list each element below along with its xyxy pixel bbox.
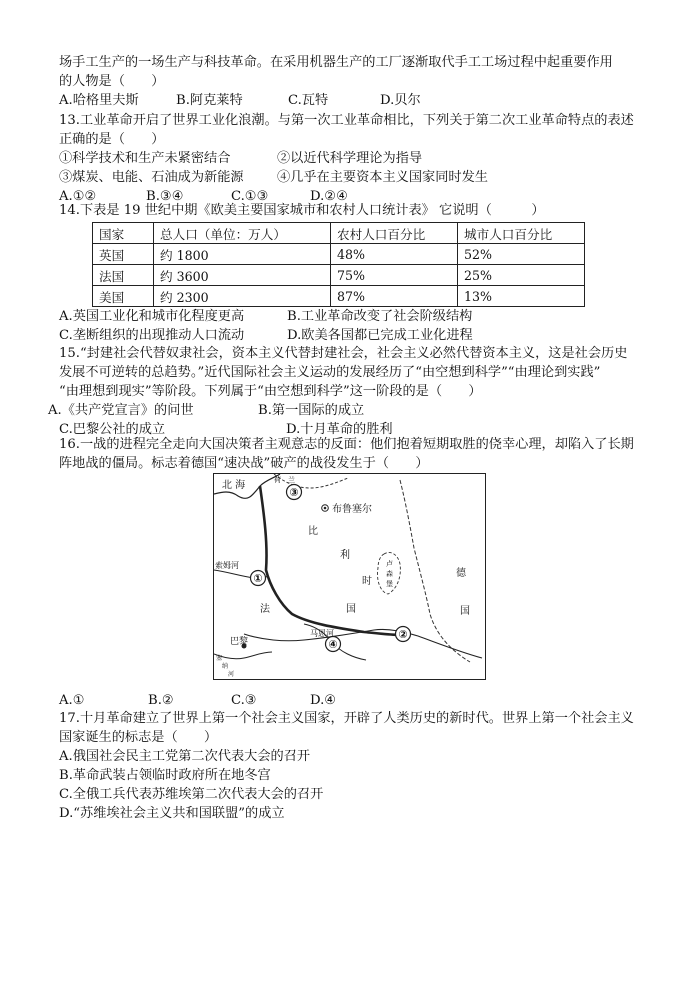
table-cell: 约 3600 (154, 265, 331, 286)
q13-item-4: ④几乎在主要资本主义国家同时发生 (277, 170, 488, 185)
q16-option-a[interactable]: A.① (59, 693, 85, 708)
q13-option-c[interactable]: C.①③ (231, 189, 269, 204)
q15-stem-line1: 15.“封建社会代替奴隶社会，资本主义代替封建社会，社会主义必然代替资本主义，这是社会历史 (59, 346, 628, 361)
q15-option-b[interactable]: B.第一国际的成立 (258, 403, 365, 418)
q16-stem-line2: 阵地战的僵局。标志着德国“速决战”破产的战役发生于（ ） (59, 456, 429, 471)
brussels-label: 布鲁塞尔 (332, 504, 372, 515)
table-cell: 25% (458, 265, 585, 286)
belgium-label-3: 时 (362, 576, 372, 587)
belgium-label-2: 利 (340, 550, 350, 561)
q17-option-d[interactable]: D.“苏维埃社会主义共和国联盟”的成立 (59, 806, 285, 821)
q15-stem-line3: “由理想到现实”等阶段。下列属于“由空想到科学”这一阶段的是（ ） (59, 384, 482, 399)
marker-2-label: ② (398, 628, 408, 641)
q14-stem: 14.下表是 19 世纪中期《欧美主要国家城市和农村人口统计表》 它说明（ ） (59, 203, 545, 218)
luxembourg-label-2: 森 (386, 570, 393, 578)
q12-option-b[interactable]: B.阿克莱特 (176, 93, 243, 108)
q16-option-b[interactable]: B.② (148, 693, 174, 708)
marker-1-label: ① (253, 572, 263, 585)
germany-label-2: 国 (460, 606, 470, 617)
seine-label-2: 纳 (222, 663, 229, 670)
table-header: 国家 (93, 223, 154, 244)
table-cell: 美国 (93, 286, 154, 307)
table-cell: 法国 (93, 265, 154, 286)
table-row (93, 286, 585, 307)
luxembourg-label-1: 卢 (386, 560, 393, 568)
q12-option-d[interactable]: D.贝尔 (380, 93, 421, 108)
q14-option-d[interactable]: D.欧美各国都已完成工业化进程 (287, 328, 473, 343)
table-cell: 48% (331, 244, 458, 265)
table-cell: 约 2300 (154, 286, 331, 307)
q12-option-a[interactable]: A.哈格里夫斯 (59, 93, 139, 108)
france-label-2: 国 (346, 604, 356, 615)
table-cell: 87% (331, 286, 458, 307)
q13-option-b[interactable]: B.③④ (146, 189, 184, 204)
table-cell: 13% (458, 286, 585, 307)
q13-stem-line1: 13.工业革命开启了世界工业化浪潮。与第一次工业革命相比，下列关于第二次工业革命特点的表述 (59, 113, 634, 128)
q15-stem-line2: 发展不可逆转的总趋势。”近代国际社会主义运动的发展经历了“由空想到科学”“由理论到实践” (59, 365, 601, 380)
map-drawing (214, 474, 484, 678)
seine-river (214, 652, 272, 659)
population-table (92, 222, 585, 307)
q17-stem-line1: 17.十月革命建立了世界上第一个社会主义国家，开辟了人类历史的新时代。世界上第一个社会主义 (59, 711, 634, 726)
q13-item-3: ③煤炭、电能、石油成为新能源 (59, 170, 244, 185)
q16-stem-line1: 16.一战的进程完全走向大国决策者主观意志的反面：他们抱着短期取胜的侥幸心理，却陷入了长期 (59, 437, 634, 452)
q13-stem-line2: 正确的是（ ） (59, 132, 165, 147)
q16-option-c[interactable]: C.③ (231, 693, 257, 708)
marne-river (244, 629, 482, 658)
q12-stem-line2: 的人物是（ ） (59, 74, 165, 89)
q14-option-b[interactable]: B.工业革命改变了社会阶级结构 (287, 309, 473, 324)
table-row (93, 265, 585, 286)
table-header: 总人口（单位：万人） (154, 223, 331, 244)
table-header: 农村人口百分比 (331, 223, 458, 244)
france-label-1: 法 (260, 604, 270, 615)
q13-option-a[interactable]: A.①② (59, 189, 97, 204)
q17-option-c[interactable]: C.全俄工兵代表苏维埃第二次代表大会的召开 (59, 787, 324, 802)
q15-option-c[interactable]: C.巴黎公社的成立 (59, 422, 166, 437)
table-cell: 约 1800 (154, 244, 331, 265)
q17-option-b[interactable]: B.革命武装占领临时政府所在地冬宫 (59, 768, 271, 783)
western-front-map (213, 473, 486, 680)
table-cell: 英国 (93, 244, 154, 265)
table-row (93, 244, 585, 265)
marne-label: 马恩河 (310, 629, 334, 638)
belgium-label-1: 比 (308, 526, 318, 537)
q14-option-a[interactable]: A.英国工业化和城市化程度更高 (59, 309, 245, 324)
table-cell: 52% (458, 244, 585, 265)
q17-option-a[interactable]: A.俄国社会民主工党第二次代表大会的召开 (59, 749, 311, 764)
somme-label: 索姆河 (215, 561, 239, 570)
holland-label: 荷 兰 (274, 476, 295, 484)
table-header-row (93, 223, 585, 244)
table-cell: 75% (331, 265, 458, 286)
paris-label: 巴黎 (230, 637, 249, 647)
q14-option-c[interactable]: C.垄断组织的出现推动人口流动 (59, 328, 245, 343)
q13-option-d[interactable]: D.②④ (310, 189, 348, 204)
q13-item-2: ②以近代科学理论为指导 (277, 151, 423, 166)
marker-4-label: ④ (328, 638, 338, 651)
q12-stem-line1: 场手工生产的一场生产与科技革命。在采用机器生产的工厂逐渐取代手工工场过程中起重要作用 (59, 55, 613, 70)
seine-label-1: 塞 (216, 655, 223, 662)
seine-label-3: 河 (228, 671, 235, 678)
table-header: 城市人口百分比 (458, 223, 585, 244)
luxembourg-label-3: 堡 (386, 580, 393, 588)
q12-option-c[interactable]: C.瓦特 (288, 93, 329, 108)
north-sea-label: 北 海 (222, 480, 246, 491)
marker-3-label: ③ (289, 486, 299, 499)
q15-option-d[interactable]: D.十月革命的胜利 (286, 422, 393, 437)
germany-label-1: 德 (456, 568, 466, 579)
q15-option-a[interactable]: A.《共产党宣言》的问世 (48, 403, 194, 418)
q16-option-d[interactable]: D.④ (310, 693, 337, 708)
q13-item-1: ①科学技术和生产未紧密结合 (59, 151, 231, 166)
q17-stem-line2: 国家诞生的标志是（ ） (59, 730, 218, 745)
